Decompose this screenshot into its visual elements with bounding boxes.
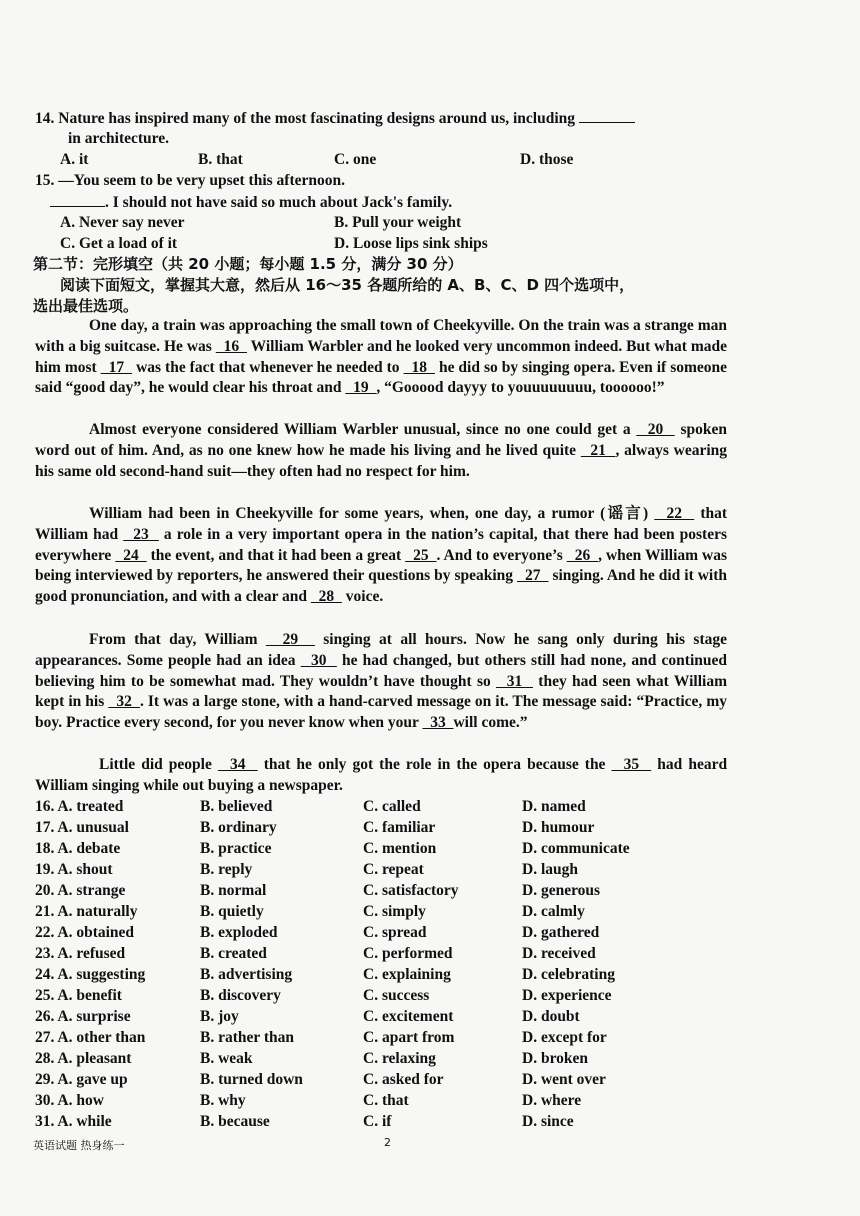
choice-30-b: B. why [200, 1092, 246, 1109]
choice-30-c: C. that [363, 1092, 409, 1109]
choice-25-b: B. discovery [200, 987, 281, 1004]
choice-24-a: 24. A. suggesting [35, 966, 146, 983]
choice-27-b: B. rather than [200, 1029, 295, 1046]
blank-20: 20 [636, 421, 675, 438]
blank-32: 32 [108, 693, 140, 711]
blank-28: 28 [310, 588, 342, 606]
choice-21-a: 21. A. naturally [35, 903, 138, 920]
choice-22-c: C. spread [363, 924, 427, 941]
choice-19-a: 19. A. shout [35, 861, 113, 878]
q14-stem-line1: 14. Nature has inspired many of the most fascinating designs around us, including [35, 110, 576, 127]
choice-18-d: D. communicate [522, 840, 630, 857]
choice-26-a: 26. A. surprise [35, 1008, 131, 1025]
choice-26-d: D. doubt [522, 1008, 580, 1025]
footer-label: 英语试题 热身练一 [33, 1139, 125, 1152]
choice-29-c: C. asked for [363, 1071, 444, 1088]
q15-reply-text: . I should not have said so much about Jack's family. [105, 194, 453, 211]
blank-27: 27 [517, 567, 549, 585]
q15-reply [50, 192, 452, 213]
q15-option-a: A. Never say never [60, 214, 185, 231]
choice-20-c: C. satisfactory [363, 882, 459, 899]
choice-24-d: D. celebrating [522, 966, 615, 983]
choice-18-c: C. mention [363, 840, 437, 857]
q14-option-b: B. that [198, 151, 243, 168]
choice-19-c: C. repeat [363, 861, 424, 878]
choice-24-c: C. explaining [363, 966, 451, 983]
blank-35: 35 [611, 756, 652, 773]
q15-option-b: B. Pull your weight [334, 214, 462, 231]
blank-23: 23 [123, 525, 159, 543]
passage-paragraph-1: One day, a train was approaching the small town of Cheekyville. On the train was a strange man with a big suitcase. He was 16 William Warbler and he looked very uncommon indeed. But what made him most 17 was the fact that whenever he needed to 18 he did so by singing opera. Even if someone said “good day”, he would clear his throat and 19 , “Gooood dayyy to youuuuuuuu, toooooo!” [35, 317, 728, 397]
choice-17-b: B. ordinary [200, 819, 277, 836]
choice-17-a: 17. A. unusual [35, 819, 129, 836]
blank-29: 29 [265, 631, 315, 648]
section2-instruction-line1: 阅读下面短文，掌握其大意，然后从 16～35 各题所给的 A、B、C、D 四个选项中， [60, 276, 635, 294]
q14-stem [35, 108, 635, 129]
section2-instruction-line2: 选出最佳选项。 [33, 297, 139, 315]
choice-22-d: D. gathered [522, 924, 600, 941]
choice-16-b: B. believed [200, 798, 273, 815]
page-number: 2 [384, 1136, 391, 1149]
choice-20-a: 20. A. strange [35, 882, 126, 899]
choice-28-d: D. broken [522, 1050, 589, 1067]
choice-31-a: 31. A. while [35, 1113, 112, 1130]
choice-28-c: C. relaxing [363, 1050, 436, 1067]
choice-27-c: C. apart from [363, 1029, 455, 1046]
blank-24: 24 [115, 546, 147, 564]
blank-18: 18 [403, 358, 435, 376]
q15-option-c: C. Get a load of it [60, 235, 178, 252]
blank-25: 25 [405, 546, 437, 564]
choice-17-d: D. humour [522, 819, 595, 836]
blank-26: 26 [566, 546, 599, 564]
choice-27-d: D. except for [522, 1029, 607, 1046]
blank-30: 30 [300, 651, 337, 669]
choice-31-c: C. if [363, 1113, 392, 1130]
choice-22-a: 22. A. obtained [35, 924, 135, 941]
choice-29-d: D. went over [522, 1071, 606, 1088]
q14-option-d: D. those [520, 151, 574, 168]
choice-29-b: B. turned down [200, 1071, 303, 1088]
blank-31: 31 [496, 672, 533, 690]
choice-19-b: B. reply [200, 861, 253, 878]
blank-17: 17 [100, 358, 133, 376]
choice-19-d: D. laugh [522, 861, 578, 878]
blank-21: 21 [580, 441, 616, 459]
choice-23-d: D. received [522, 945, 596, 962]
choice-18-b: B. practice [200, 840, 272, 857]
passage-paragraph-4: From that day, William 29 singing at all hours. Now he sang only during his stage appearances. Some people had an idea 30 he had changed, but others still had none, and continued believing him to be somewhat mad. They wouldn’t have thought so 31 they had seen what William kept in his 32 . It was a large stone, with a hand-carved message on it. The message said: “Practice, my boy. Practice every second, for you never know when your 33 will come.” [35, 631, 728, 732]
q15-stem: 15. —You seem to be very upset this afternoon. [35, 172, 345, 189]
choice-23-c: C. performed [363, 945, 453, 962]
passage-paragraph-2: Almost everyone considered William Warbler unusual, since no one could get a 20 spoken word out of him. And, as no one knew how he made his living and he lived quite 21 , always wearing his same old second-hand suit—they often had no respect for him. [35, 421, 728, 480]
choice-20-b: B. normal [200, 882, 267, 899]
choice-26-c: C. excitement [363, 1008, 454, 1025]
q15-blank [50, 192, 105, 207]
blank-34: 34 [217, 756, 258, 773]
q14-option-c: C. one [334, 151, 377, 168]
choice-21-c: C. simply [363, 903, 426, 920]
choice-29-a: 29. A. gave up [35, 1071, 128, 1088]
q15-option-d: D. Loose lips sink ships [334, 235, 488, 252]
choice-25-c: C. success [363, 987, 430, 1004]
choice-30-a: 30. A. how [35, 1092, 104, 1109]
choice-26-b: B. joy [200, 1008, 239, 1025]
blank-16: 16 [215, 337, 247, 355]
choice-28-b: B. weak [200, 1050, 253, 1067]
choice-25-a: 25. A. benefit [35, 987, 122, 1004]
blank-22: 22 [654, 505, 695, 522]
choice-16-d: D. named [522, 798, 586, 815]
choice-21-b: B. quietly [200, 903, 264, 920]
blank-19: 19 [345, 379, 377, 397]
blank-33: 33 [422, 714, 454, 732]
choice-31-d: D. since [522, 1113, 574, 1130]
choice-24-b: B. advertising [200, 966, 293, 983]
choice-18-a: 18. A. debate [35, 840, 121, 857]
section2-heading: 第二节：完形填空（共 20 小题；每小题 1.5 分，满分 30 分） [33, 255, 463, 273]
q14-stem-line2: in architecture. [68, 130, 170, 147]
choice-28-a: 28. A. pleasant [35, 1050, 132, 1067]
choice-20-d: D. generous [522, 882, 601, 899]
choice-23-b: B. created [200, 945, 267, 962]
choice-16-a: 16. A. treated [35, 798, 124, 815]
choice-22-b: B. exploded [200, 924, 278, 941]
choice-30-d: D. where [522, 1092, 582, 1109]
q14-option-a: A. it [60, 151, 89, 168]
choice-23-a: 23. A. refused [35, 945, 126, 962]
choice-31-b: B. because [200, 1113, 270, 1130]
choice-27-a: 27. A. other than [35, 1029, 146, 1046]
choice-25-d: D. experience [522, 987, 612, 1004]
passage-paragraph-3: William had been in Cheekyville for some years, when, one day, a rumor (谣言) 22 that William had 23 a role in a very important opera in the nation’s capital, that there had been posters everywhere 24 the event, and that it had been a great 25 . And to everyone’s 26 , when William was being interviewed by reporters, he answered their questions by speaking 27 singing. And he did it with good pronunciation, and with a clear and 28 voice. [35, 505, 728, 606]
choice-21-d: D. calmly [522, 903, 585, 920]
choice-17-c: C. familiar [363, 819, 436, 836]
choice-16-c: C. called [363, 798, 421, 815]
passage-paragraph-5: Little did people 34 that he only got the role in the opera because the 35 had heard William singing while out buying a newspaper. [35, 756, 728, 794]
q14-blank [579, 108, 635, 123]
